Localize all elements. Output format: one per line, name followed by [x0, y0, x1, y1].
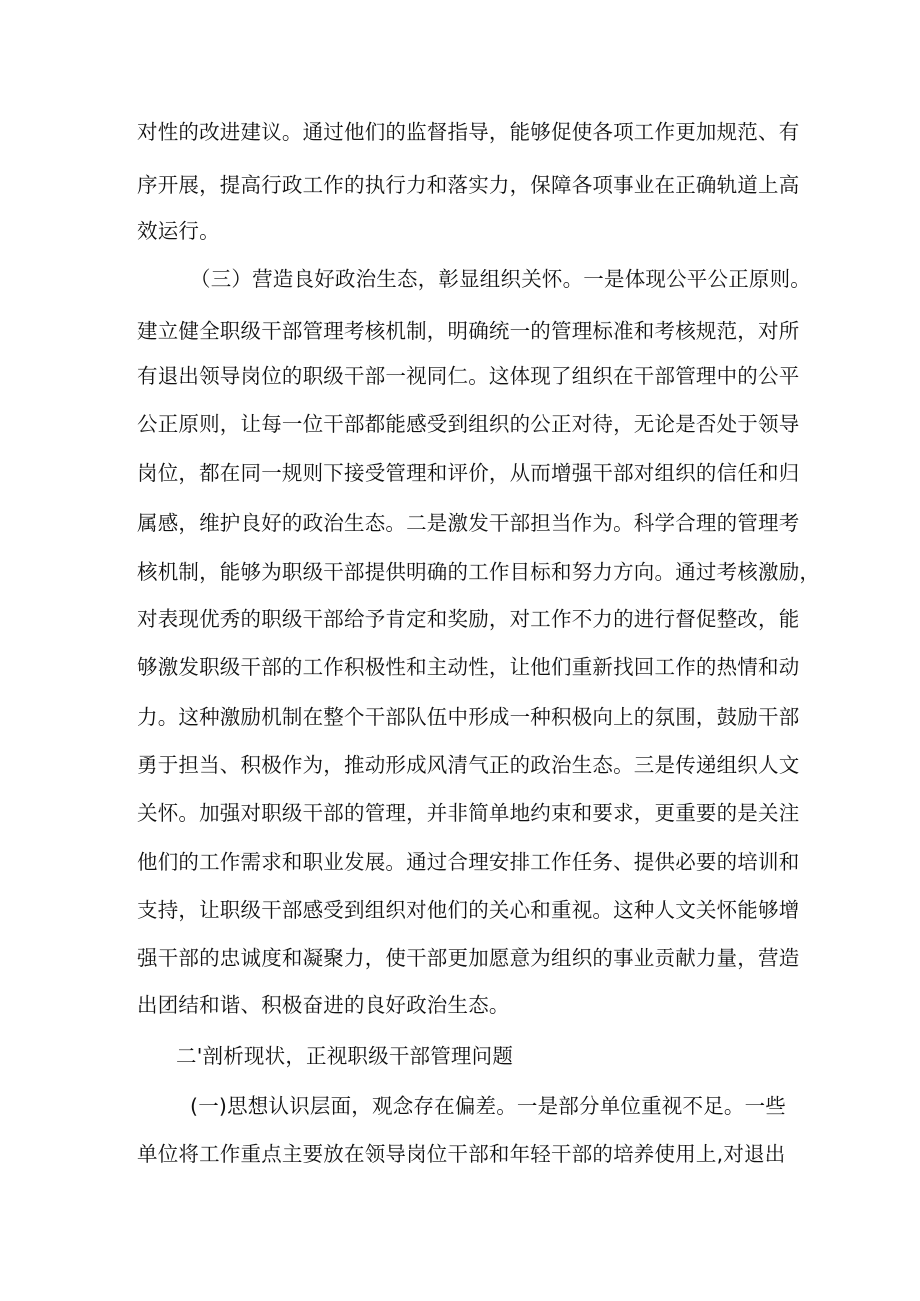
- paragraph-line: 单位将工作重点主要放在领导岗位干部和年轻干部的培养使用上,对退出: [137, 1142, 786, 1166]
- paragraph-line: 建立健全职级干部管理考核机制，明确统一的管理标准和考核规范，对所: [137, 319, 800, 343]
- paragraph-line: 够激发职级干部的工作积极性和主动性，让他们重新找回工作的热情和动: [137, 655, 800, 679]
- paragraph-line: 对表现优秀的职级干部给予肯定和奖励，对工作不力的进行督促整改，能: [137, 607, 800, 631]
- paragraph-line: 有退出领导岗位的职级干部一视同仁。这体现了组织在干部管理中的公平: [137, 364, 800, 388]
- section-heading-line: (一)思想认识层面，观念存在偏差。一是部分单位重视不足。一些: [190, 1094, 786, 1118]
- paragraph-line: 岗位，都在同一规则下接受管理和评价，从而增强干部对组织的信任和归: [137, 461, 800, 485]
- paragraph-line: 对性的改进建议。通过他们的监督指导，能够促使各项工作更加规范、有: [137, 120, 800, 144]
- chapter-heading: 二'剖析现状，正视职级干部管理问题: [176, 1044, 514, 1068]
- paragraph-line: 序开展，提高行政工作的执行力和落实力，保障各项事业在正确轨道上高: [137, 173, 800, 197]
- paragraph-line: 支持，让职级干部感受到组织对他们的关心和重视。这种人文关怀能够增: [137, 898, 800, 922]
- paragraph-line: 关怀。加强对职级干部的管理，并非简单地约束和要求，更重要的是关注: [137, 801, 800, 825]
- section-heading-line: （三）营造良好政治生态，彰显组织关怀。一是体现公平公正原则。: [190, 267, 811, 291]
- paragraph-line: 强干部的忠诚度和凝聚力，使干部更加愿意为组织的事业贡献力量，营造: [137, 946, 800, 970]
- paragraph-line: 效运行。: [137, 219, 220, 243]
- paragraph-line: 勇于担当、积极作为，推动形成风清气正的政治生态。三是传递组织人文: [137, 753, 800, 777]
- paragraph-line: 核机制，能够为职级干部提供明确的工作目标和努力方向。通过考核激励，: [137, 560, 821, 584]
- paragraph-line: 力。这种激励机制在整个干部队伍中形成一种积极向上的氛围，鼓励干部: [137, 705, 800, 729]
- paragraph-line: 属感，维护良好的政治生态。二是激发干部担当作为。科学合理的管理考: [137, 511, 800, 535]
- paragraph-line: 他们的工作需求和职业发展。通过合理安排工作任务、提供必要的培训和: [137, 850, 800, 874]
- paragraph-line: 公正原则，让每一位干部都能感受到组织的公正对待，无论是否处于领导: [137, 412, 800, 436]
- paragraph-line: 出团结和谐、积极奋进的良好政治生态。: [137, 993, 510, 1017]
